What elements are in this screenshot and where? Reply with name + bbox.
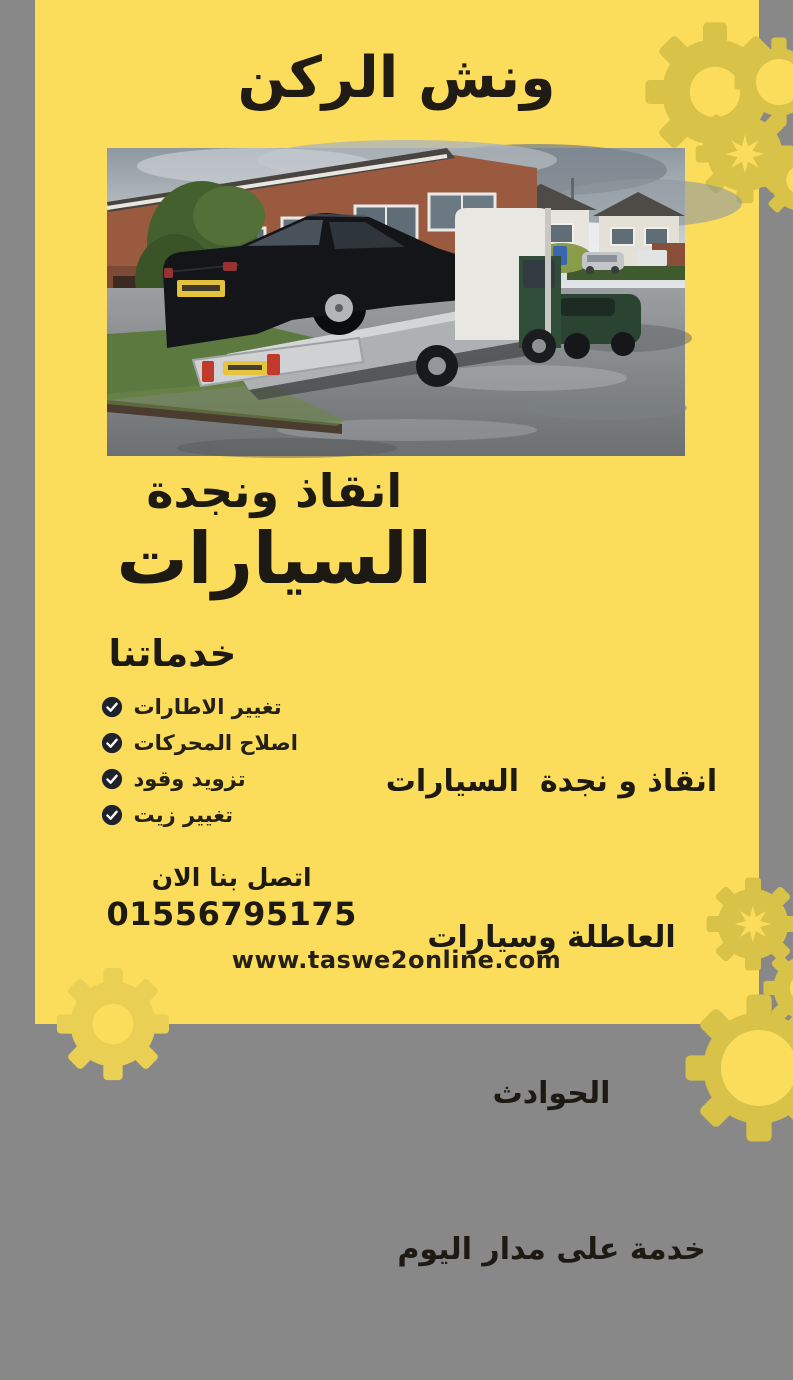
service-label: تغيير الاطارات [134,695,282,719]
tow-truck-photo-illustration [107,148,685,456]
service-item [101,764,298,794]
details-line-1: انقاذ و نجدة السيارات [365,756,739,808]
services-heading: خدماتنا [109,632,237,675]
check-icon [101,732,123,754]
details-column [365,652,739,1380]
service-label: اصلاح المحركات [134,731,298,755]
details-line-4: خدمة على مدار اليوم [365,1224,739,1276]
service-label: تزويد وقود [134,767,246,791]
check-icon [101,804,123,826]
headline-line-1: انقاذ ونجدة [117,462,432,522]
check-icon [101,768,123,790]
service-item [101,800,298,830]
check-icon [101,696,123,718]
phone-number: 01556795175 [107,895,357,933]
flyer-title: ونش الركن [35,40,759,117]
service-label: تغيير زيت [134,803,233,827]
details-line-2: العاطلة وسيارات [365,912,739,964]
details-line-3: الحوادث [365,1068,739,1120]
services-list [101,692,298,836]
website-url: www.taswe2online.com [35,946,759,974]
contact-block [107,862,357,933]
tow-truck-photo [107,148,685,456]
contact-cta: اتصل بنا الان [107,862,357,895]
headline-line-2: السيارات [117,522,432,597]
flyer-page [35,0,759,1024]
service-item [101,728,298,758]
headline [117,462,432,596]
service-item [101,692,298,722]
